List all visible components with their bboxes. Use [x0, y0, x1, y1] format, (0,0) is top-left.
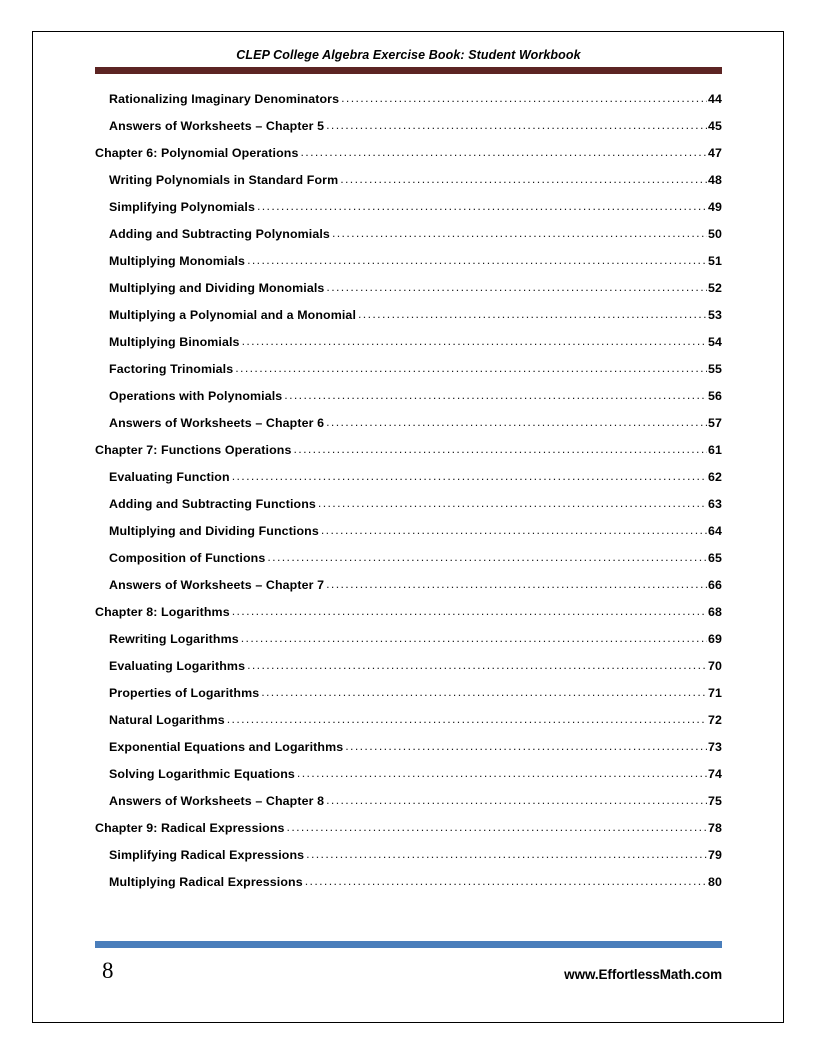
toc-entry[interactable] — [95, 362, 722, 389]
toc-entry[interactable] — [95, 146, 722, 173]
toc-entry-page-number: 62 — [708, 470, 722, 484]
toc-entry[interactable] — [95, 92, 722, 119]
toc-entry-page-number: 78 — [708, 821, 722, 835]
toc-entry-page-number: 66 — [708, 578, 722, 592]
toc-entry-page-number: 79 — [708, 848, 722, 862]
toc-dot-leader — [321, 524, 707, 537]
toc-entry[interactable] — [95, 686, 722, 713]
footer-divider-rule — [95, 941, 722, 948]
toc-entry[interactable] — [95, 848, 722, 875]
toc-dot-leader — [318, 497, 707, 510]
toc-entry[interactable] — [95, 578, 722, 605]
header-divider-rule — [95, 67, 722, 74]
toc-entry-title: Exponential Equations and Logarithms — [109, 740, 344, 754]
toc-entry[interactable] — [95, 605, 722, 632]
toc-entry-page-number: 69 — [708, 632, 722, 646]
toc-entry-page-number: 70 — [708, 659, 722, 673]
toc-entry-title: Writing Polynomials in Standard Form — [109, 173, 339, 187]
toc-entry-title: Properties of Logarithms — [109, 686, 260, 700]
running-header — [95, 48, 722, 74]
toc-entry-title: Simplifying Radical Expressions — [109, 848, 305, 862]
toc-entry-title: Multiplying a Polynomial and a Monomial — [109, 308, 357, 322]
toc-entry-page-number: 44 — [708, 92, 722, 106]
toc-dot-leader — [358, 308, 707, 321]
toc-entry[interactable] — [95, 875, 722, 902]
toc-entry-title: Chapter 8: Logarithms — [95, 605, 230, 619]
toc-entry[interactable] — [95, 632, 722, 659]
toc-entry-title: Answers of Worksheets – Chapter 6 — [109, 416, 325, 430]
toc-entry-title: Answers of Worksheets – Chapter 5 — [109, 119, 325, 133]
footer-row — [95, 959, 722, 993]
toc-entry[interactable] — [95, 524, 722, 551]
toc-entry-page-number: 61 — [708, 443, 722, 457]
toc-entry[interactable] — [95, 713, 722, 740]
toc-dot-leader — [241, 632, 707, 645]
toc-entry-page-number: 64 — [708, 524, 722, 538]
toc-entry[interactable] — [95, 659, 722, 686]
toc-dot-leader — [326, 281, 707, 294]
toc-dot-leader — [340, 173, 707, 186]
toc-entry-title: Multiplying and Dividing Monomials — [109, 281, 325, 295]
toc-dot-leader — [247, 254, 707, 267]
toc-dot-leader — [257, 200, 707, 213]
toc-entry-title: Chapter 7: Functions Operations — [95, 443, 292, 457]
toc-entry-page-number: 50 — [708, 227, 722, 241]
toc-dot-leader — [227, 713, 707, 726]
toc-entry-page-number: 65 — [708, 551, 722, 565]
toc-dot-leader — [326, 416, 707, 429]
toc-dot-leader — [326, 794, 707, 807]
toc-entry[interactable] — [95, 281, 722, 308]
toc-dot-leader — [326, 578, 707, 591]
toc-entry-page-number: 73 — [708, 740, 722, 754]
toc-entry-title: Multiplying Binomials — [109, 335, 240, 349]
toc-entry-page-number: 80 — [708, 875, 722, 889]
toc-entry-page-number: 71 — [708, 686, 722, 700]
toc-entry-page-number: 63 — [708, 497, 722, 511]
toc-entry-page-number: 68 — [708, 605, 722, 619]
toc-entry[interactable] — [95, 389, 722, 416]
toc-entry-page-number: 55 — [708, 362, 722, 376]
toc-entry-page-number: 53 — [708, 308, 722, 322]
toc-entry-page-number: 75 — [708, 794, 722, 808]
toc-entry[interactable] — [95, 794, 722, 821]
toc-entry-title: Composition of Functions — [109, 551, 266, 565]
toc-dot-leader — [341, 92, 707, 105]
toc-entry-title: Operations with Polynomials — [109, 389, 283, 403]
toc-dot-leader — [235, 362, 707, 375]
toc-dot-leader — [332, 227, 707, 240]
toc-dot-leader — [306, 848, 707, 861]
toc-dot-leader — [287, 821, 707, 834]
toc-entry-page-number: 48 — [708, 173, 722, 187]
toc-entry-page-number: 74 — [708, 767, 722, 781]
toc-dot-leader — [345, 740, 707, 753]
toc-entry[interactable] — [95, 200, 722, 227]
toc-entry-page-number: 72 — [708, 713, 722, 727]
toc-entry-title: Simplifying Polynomials — [109, 200, 255, 214]
toc-entry-page-number: 51 — [708, 254, 722, 268]
table-of-contents — [95, 92, 722, 902]
toc-dot-leader — [267, 551, 707, 564]
toc-entry[interactable] — [95, 767, 722, 794]
toc-dot-leader — [232, 470, 707, 483]
toc-entry-page-number: 56 — [708, 389, 722, 403]
toc-entry-title: Rewriting Logarithms — [109, 632, 239, 646]
toc-entry-title: Multiplying Monomials — [109, 254, 246, 268]
toc-entry-title: Evaluating Logarithms — [109, 659, 246, 673]
toc-dot-leader — [301, 146, 708, 159]
toc-entry-page-number: 52 — [708, 281, 722, 295]
toc-entry-title: Adding and Subtracting Polynomials — [109, 227, 330, 241]
toc-entry[interactable] — [95, 821, 722, 848]
toc-entry-page-number: 57 — [708, 416, 722, 430]
toc-entry[interactable] — [95, 227, 722, 254]
toc-entry-title: Solving Logarithmic Equations — [109, 767, 295, 781]
toc-entry[interactable] — [95, 416, 722, 443]
toc-dot-leader — [326, 119, 707, 132]
toc-entry-page-number: 49 — [708, 200, 722, 214]
toc-entry-title: Rationalizing Imaginary Denominators — [109, 92, 340, 106]
toc-dot-leader — [297, 767, 707, 780]
toc-entry[interactable] — [95, 740, 722, 767]
toc-entry-title: Chapter 9: Radical Expressions — [95, 821, 285, 835]
toc-entry-page-number: 47 — [708, 146, 722, 160]
toc-entry-title: Adding and Subtracting Functions — [109, 497, 316, 511]
toc-entry-title: Evaluating Function — [109, 470, 230, 484]
toc-entry-title: Multiplying Radical Expressions — [109, 875, 303, 889]
toc-entry[interactable] — [95, 335, 722, 362]
toc-dot-leader — [293, 443, 707, 456]
toc-entry-title: Factoring Trinomials — [109, 362, 234, 376]
toc-dot-leader — [305, 875, 707, 888]
toc-entry[interactable] — [95, 443, 722, 470]
toc-entry-title: Multiplying and Dividing Functions — [109, 524, 319, 538]
toc-entry[interactable] — [95, 119, 722, 146]
toc-entry-title: Chapter 6: Polynomial Operations — [95, 146, 299, 160]
page-footer — [95, 941, 722, 993]
toc-entry[interactable] — [95, 551, 722, 578]
toc-entry-title: Answers of Worksheets – Chapter 8 — [109, 794, 325, 808]
toc-entry-page-number: 54 — [708, 335, 722, 349]
page-number: 8 — [102, 958, 114, 983]
toc-dot-leader — [261, 686, 707, 699]
toc-entry[interactable] — [95, 173, 722, 200]
toc-dot-leader — [232, 605, 707, 618]
toc-dot-leader — [242, 335, 707, 348]
toc-entry[interactable] — [95, 254, 722, 281]
toc-entry[interactable] — [95, 470, 722, 497]
book-title: CLEP College Algebra Exercise Book: Student Workbook — [236, 48, 581, 62]
toc-dot-leader — [247, 659, 707, 672]
toc-entry[interactable] — [95, 308, 722, 335]
toc-entry[interactable] — [95, 497, 722, 524]
toc-entry-page-number: 45 — [708, 119, 722, 133]
toc-entry-title: Answers of Worksheets – Chapter 7 — [109, 578, 325, 592]
toc-entry-title: Natural Logarithms — [109, 713, 225, 727]
website-url: www.EffortlessMath.com — [564, 967, 722, 982]
toc-dot-leader — [284, 389, 707, 402]
